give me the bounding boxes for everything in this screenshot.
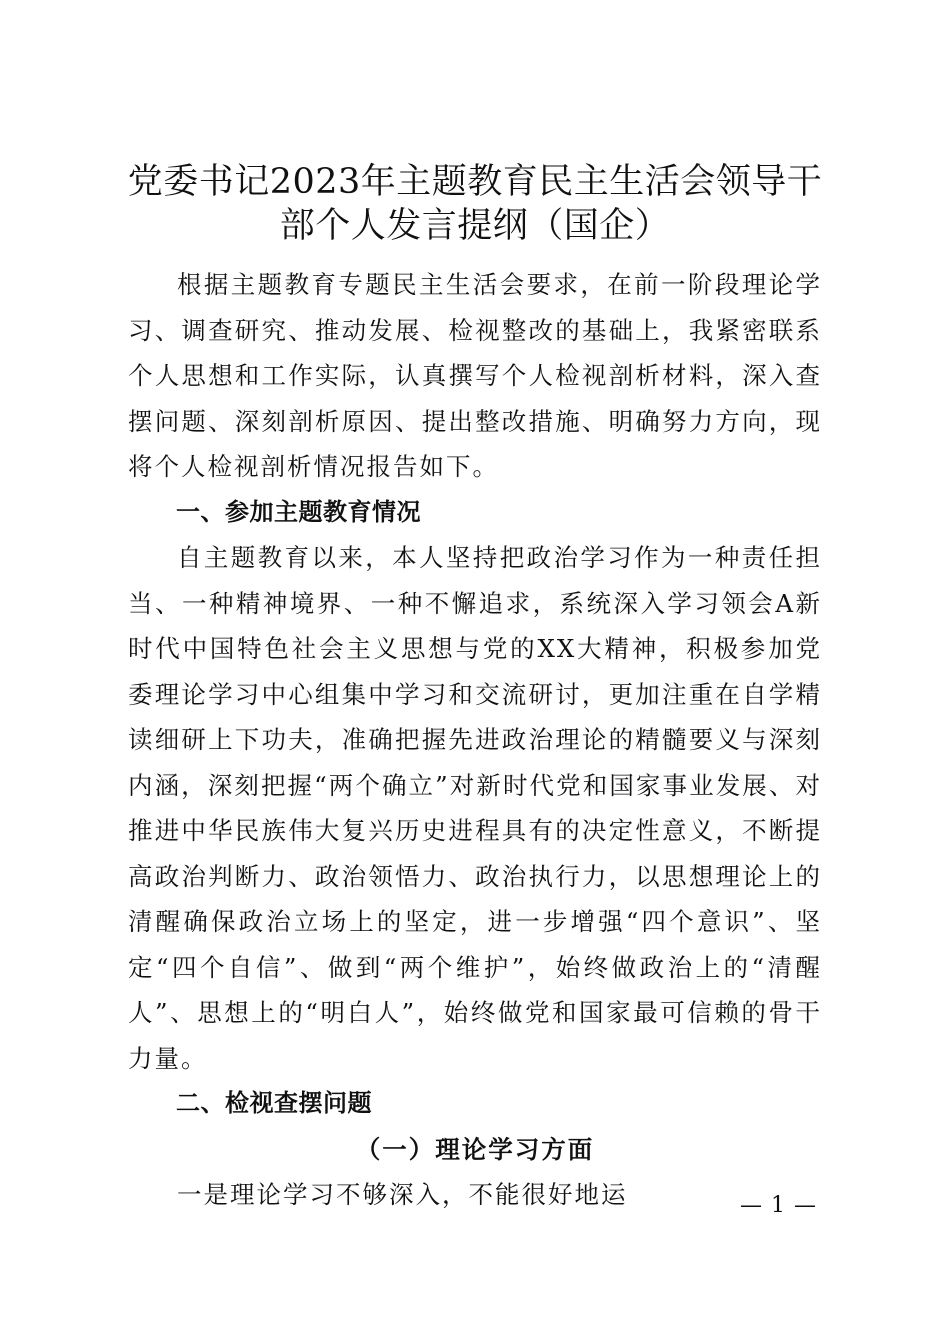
section-1-paragraph: 自主题教育以来，本人坚持把政治学习作为一种责任担当、一种精神境界、一种不懈追求，系统深入学习领会A新时代中国特色社会主义思想与党的XX大精神，积极参加党委理论学习中心组集中学习和交流研讨，更加注重在自学精读细研上下功夫，准确把握先进政治理论的精髓要义与深刻内涵，深刻把握“两个确立”对新时代党和国家事业发展、对推进中华民族伟大复兴历史进程具有的决定性意义，不断提高政治判断力、政治领悟力、政治执行力，以思想理论上的清醒确保政治立场上的坚定，进一步增强“四个意识”、坚定“四个自信”、做到“两个维护”，始终做政治上的“清醒人”、思想上的“明白人”，始终做党和国家最可信赖的骨干力量。 bbox=[128, 543, 822, 1073]
document-body bbox=[128, 160, 822, 1218]
section-heading-2: 二、检视查摆问题 bbox=[176, 1089, 372, 1117]
intro-paragraph: 根据主题教育专题民主生活会要求，在前一阶段理论学习、调查研究、推动发展、检视整改的基础上，我紧密联系个人思想和工作实际，认真撰写个人检视剖析材料，深入查摆问题、深刻剖析原因、提出整改措施、明确努力方向，现将个人检视剖析情况报告如下。 bbox=[128, 270, 822, 481]
section-heading-1: 一、参加主题教育情况 bbox=[176, 497, 421, 526]
page-number: — 1 — bbox=[740, 1193, 817, 1218]
document-title: 党委书记2023年主题教育民主生活会领导干部个人发言提纲（国企） bbox=[127, 162, 823, 246]
section-2-paragraph: 一是理论学习不够深入，不能很好地运 bbox=[177, 1180, 628, 1209]
subsection-heading-1: （一）理论学习方面 bbox=[355, 1134, 595, 1164]
